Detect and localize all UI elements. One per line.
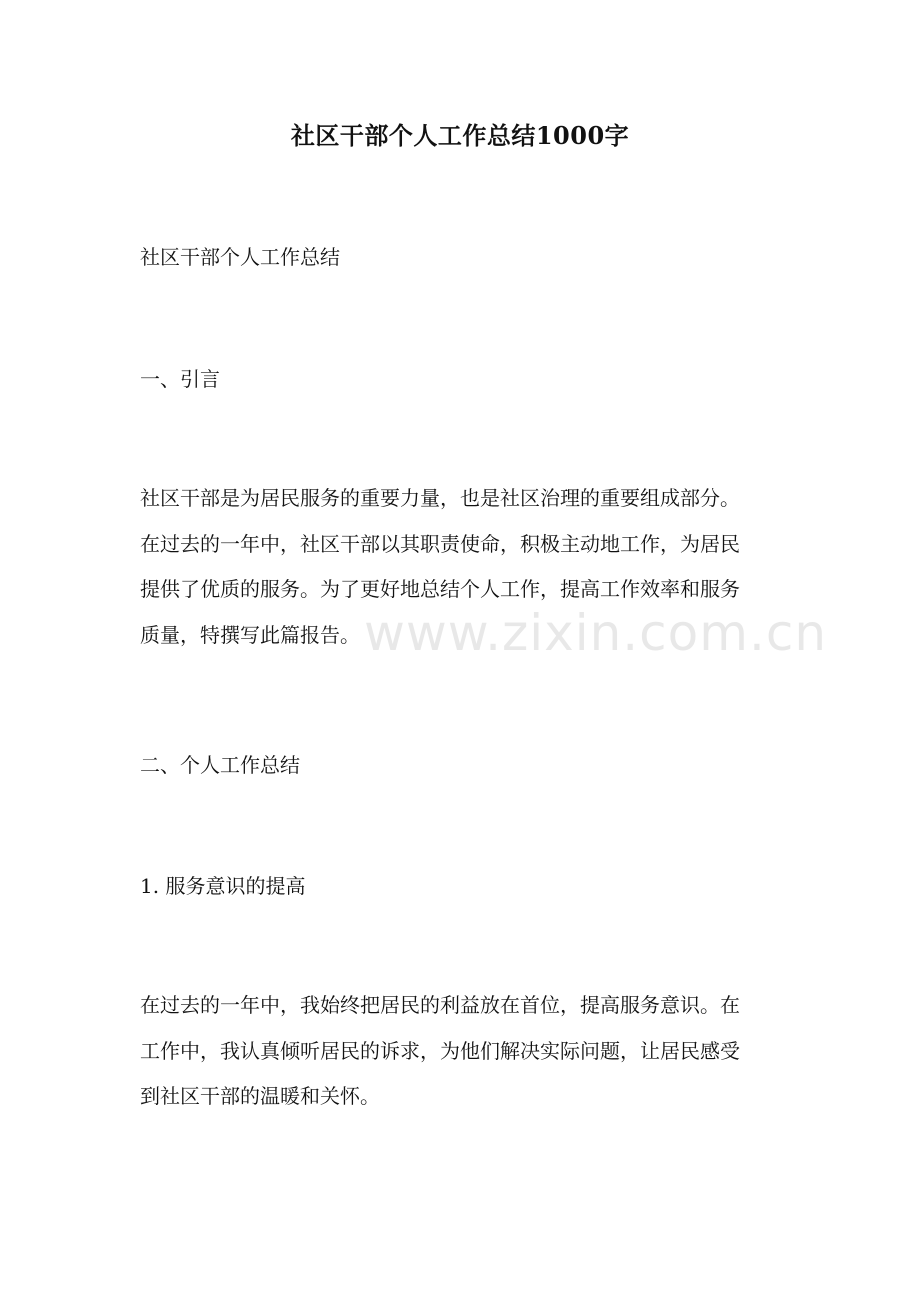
service-awareness-paragraph: [140, 983, 800, 1120]
watermark: www.zixin.com.cn: [364, 604, 828, 662]
paragraph-line: 到社区干部的温暖和关怀。: [140, 1084, 380, 1108]
paragraph-line: 在过去的一年中，社区干部以其职责使命，积极主动地工作，为居民: [140, 531, 740, 556]
section-heading-introduction: 一、引言: [140, 367, 220, 391]
subsection-heading-service-awareness: 1. 服务意识的提高: [140, 874, 306, 898]
paragraph-line: 社区干部是为居民服务的重要力量，也是社区治理的重要组成部分。: [140, 486, 740, 510]
paragraph-line: 工作中，我认真倾听居民的诉求，为他们解决实际问题，让居民感受: [140, 1038, 740, 1063]
section-heading-work-summary: 二、个人工作总结: [140, 753, 300, 777]
document-subtitle: 社区干部个人工作总结: [140, 245, 340, 269]
introduction-paragraph: [140, 476, 800, 658]
paragraph-line: 在过去的一年中，我始终把居民的利益放在首位，提高服务意识。在: [140, 993, 740, 1017]
document-title: 社区干部个人工作总结1000字: [290, 121, 630, 150]
paragraph-line: 提供了优质的服务。为了更好地总结个人工作，提高工作效率和服务: [140, 577, 740, 601]
paragraph-line: 质量，特撰写此篇报告。: [140, 622, 360, 647]
